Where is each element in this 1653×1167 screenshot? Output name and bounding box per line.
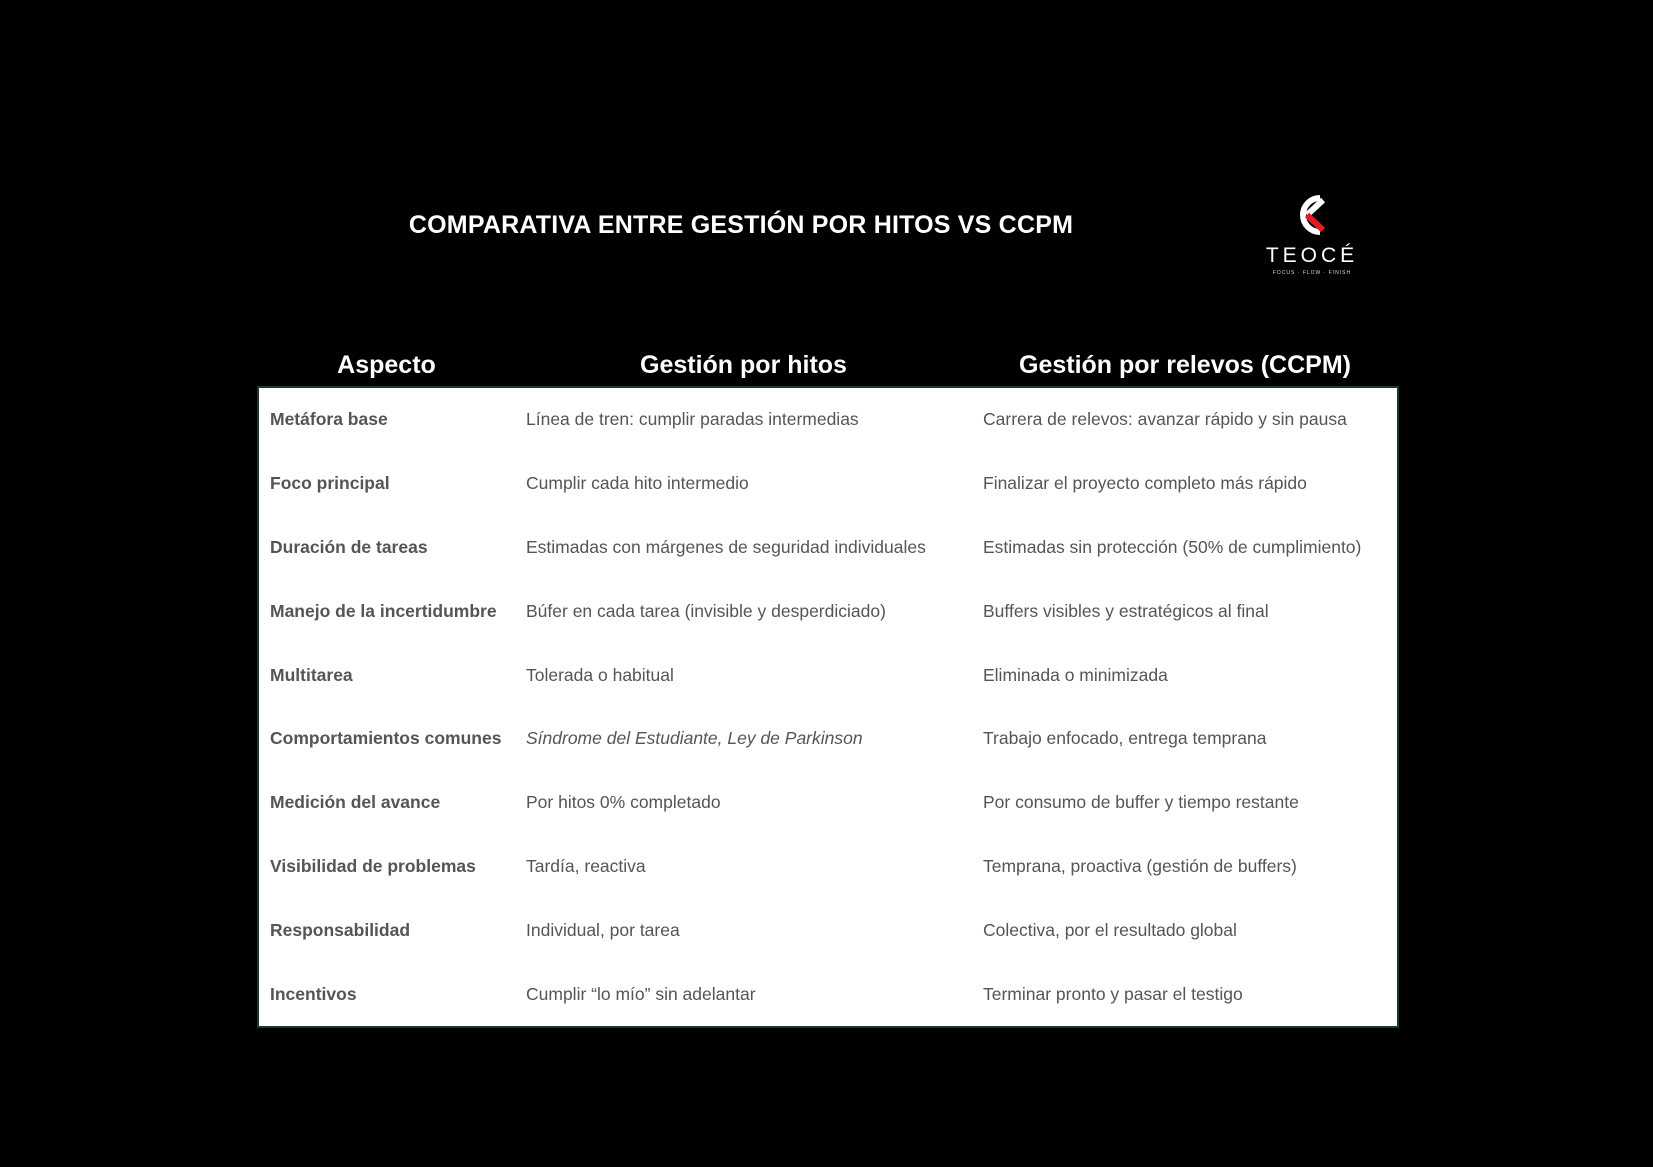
cell-hitos: Línea de tren: cumplir paradas intermedias xyxy=(515,387,972,452)
cell-hitos: Tolerada o habitual xyxy=(526,664,674,685)
cell-ccpm: Carrera de relevos: avanzar rápido y sin pausa xyxy=(972,387,1398,452)
table-row xyxy=(258,387,1398,452)
table-row xyxy=(258,835,1398,899)
cell-hitos: Estimadas con márgenes de seguridad individuales xyxy=(526,536,926,557)
table-row xyxy=(258,579,1398,643)
cell-ccpm: Temprana, proactiva (gestión de buffers) xyxy=(972,835,1398,899)
cell-aspect: Incentivos xyxy=(258,962,515,1027)
cell-hitos: Cumplir cada hito intermedio xyxy=(526,473,749,494)
cell-ccpm: Por consumo de buffer y tiempo restante xyxy=(972,771,1398,835)
table-row xyxy=(258,771,1398,835)
table-row xyxy=(258,452,1398,516)
table-row xyxy=(258,516,1398,580)
cell-hitos: Tardía, reactiva xyxy=(526,855,646,876)
cell-ccpm: Estimadas sin protección (50% de cumplimiento) xyxy=(972,516,1398,580)
table-row xyxy=(258,707,1398,771)
table-row xyxy=(258,962,1398,1027)
cell-ccpm: Terminar pronto y pasar el testigo xyxy=(972,962,1398,1027)
logo-wordmark: TEOCÉ xyxy=(1265,244,1359,267)
table-row xyxy=(258,643,1398,707)
cell-ccpm: Colectiva, por el resultado global xyxy=(972,898,1398,962)
cell-ccpm: Trabajo enfocado, entrega temprana xyxy=(972,707,1398,771)
comparison-table xyxy=(257,306,1397,1028)
cell-aspect: Responsabilidad xyxy=(258,898,515,962)
cell-hitos: Cumplir “lo mío” sin adelantar xyxy=(515,962,972,1027)
header-aspecto: Aspecto xyxy=(258,306,515,387)
cell-aspect: Comportamientos comunes xyxy=(258,707,515,771)
header-ccpm: Gestión por relevos (CCPM) xyxy=(972,306,1398,387)
cell-hitos: Búfer en cada tarea (invisible y desperdiciado) xyxy=(526,600,886,621)
cell-aspect: Duración de tareas xyxy=(258,516,515,580)
cell-ccpm: Eliminada o minimizada xyxy=(972,643,1398,707)
cell-aspect: Medición del avance xyxy=(258,771,515,835)
cell-hitos: Por hitos 0% completado xyxy=(526,792,721,813)
logo-tagline: FOCUS · FLOW · FINISH xyxy=(1272,270,1352,276)
cell-hitos: Individual, por tarea xyxy=(526,919,680,940)
cell-aspect: Manejo de la incertidumbre xyxy=(258,579,515,643)
cell-ccpm: Finalizar el proyecto completo más rápido xyxy=(972,452,1398,516)
table-header-row xyxy=(258,306,1398,387)
cell-aspect: Foco principal xyxy=(258,452,515,516)
page-title: COMPARATIVA ENTRE GESTIÓN POR HITOS VS CCPM xyxy=(408,211,1074,239)
cell-hitos: Síndrome del Estudiante, Ley de Parkinson xyxy=(526,728,863,749)
cell-aspect: Multitarea xyxy=(258,643,515,707)
cell-aspect: Metáfora base xyxy=(258,387,515,452)
cell-aspect: Visibilidad de problemas xyxy=(258,835,515,899)
teoce-logo-mark-icon xyxy=(1287,190,1337,240)
table-row xyxy=(258,898,1398,962)
header-hitos: Gestión por hitos xyxy=(515,306,972,387)
teoce-logo xyxy=(1262,190,1362,280)
cell-ccpm: Buffers visibles y estratégicos al final xyxy=(972,579,1398,643)
